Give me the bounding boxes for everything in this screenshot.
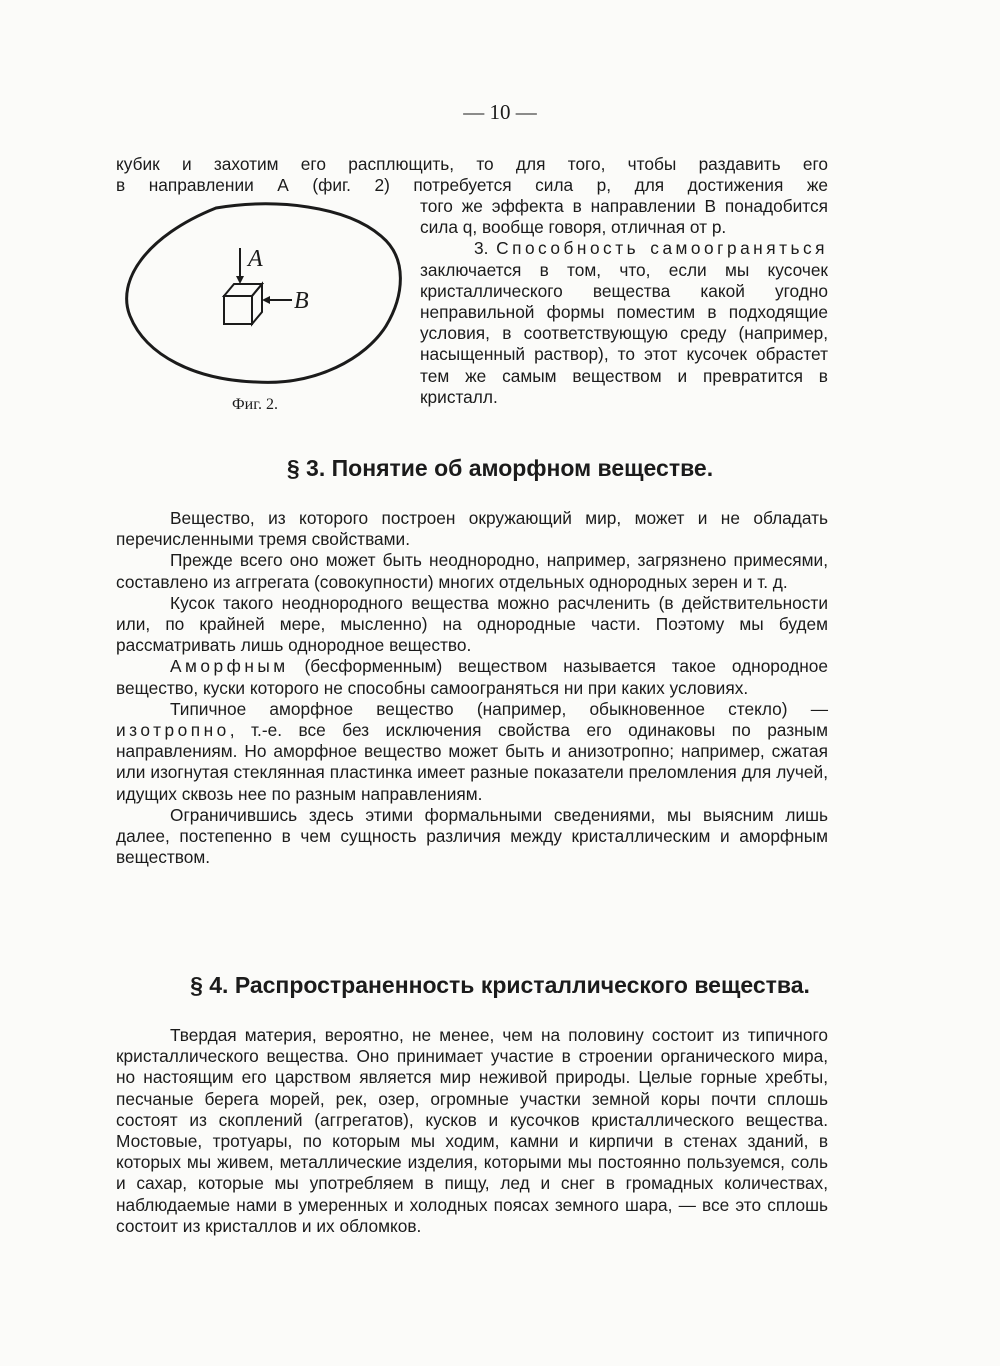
cube-icon (224, 284, 262, 324)
section-3-paragraph: Прежде всего оно может быть неоднородно, например, загрязнено примесями, составлено из аггрегата (совокупности) многих отдельных однородных зерен и т. д. (116, 550, 828, 592)
label-a: А (248, 246, 263, 272)
item-text: заключается в том, что, если мы кусочек кристаллического вещества какой угодно неправильной формы поместим в подходящие условия, в соответствующую среду (например, насыщенный раствор), то этот кусочек обрастет тем же самым веществом и превратится в кристалл. (420, 259, 828, 407)
figure-2 (116, 196, 406, 426)
term-isotropic: изотропно (116, 720, 230, 741)
intro-text (116, 154, 828, 196)
section-3-paragraph: Кусок такого неоднородного вещества можно расчленить (в действительности или, по крайней мере, мысленно) на однородные части. Поэтому мы будем рассматривать лишь однородное вещество. (116, 592, 828, 656)
intro-line-2: в направлении А (фиг. 2) потребуется сила р, для достижения же (116, 175, 828, 196)
intro-line-1: кубик и захотим его расплющить, то для того, чтобы раздавить его (116, 154, 828, 174)
paragraph-text: (бесформенным) веществом называется такое однородное вещество, куски которого не способны самоограняться ни при каких условиях. (116, 656, 828, 698)
crystal-figure-drawing (116, 196, 406, 426)
term-self-faceting: Способность самоограняться (496, 238, 828, 259)
label-b: В (294, 288, 309, 314)
paragraph-text: , т.-е. все без исключения свойства его одинаковы по разным направлениям. Но аморфное вещество может быть и анизотропно; например, сжатая или изогнутая стеклянная пластинка имеет разные показатели преломления для лучей, идущих сквозь нее по разным направлениям. (116, 720, 828, 804)
section-4-paragraph: Твердая материя, вероятно, не менее, чем на половину состоит из типичного кристаллического вещества. Оно принимает участие в строении органического мира, но настоящим его царством является мир неживой природы. Целые горные хребты, песчаные берега морей, рек, озер, огромные участки земной коры почти сплошь состоят из скоплений (аггрегатов), кусков и кусочков кристаллического вещества. Мостовые, тротуары, по которым мы ходим, камни и кирпичи в стенах зданий, в которых мы живем, металлические изделия, которыми мы постоянно пользуемся, соль и сахар, которые мы употребляем в пищу, лед и снег в громадных количествах, наблюдаемые нами в умеренных и холодных поясах земного шара, — все это сплошь состоит из кристаллов и их обломков. (116, 1025, 828, 1236)
section-3-heading: § 3. Понятие об аморфном веществе. (286, 455, 714, 481)
right-col-paragraph-2 (420, 238, 828, 408)
page-number: — 10 — (463, 100, 537, 124)
paragraph-text: Типичное аморфное вещество (например, обыкновенное стекло) — (170, 698, 828, 719)
section-3-body (116, 508, 828, 868)
section-4-body (116, 1025, 828, 1237)
section-3-paragraph: Вещество, из которого построен окружающий мир, может и не обладать перечисленными тремя свойствами. (116, 508, 828, 550)
figure-caption: Фиг. 2. (232, 396, 278, 413)
amorphous-outline (127, 204, 401, 382)
section-3-paragraph (116, 699, 828, 805)
item-number: 3. (474, 238, 497, 259)
section-3-paragraph (116, 656, 828, 698)
right-column-text (420, 196, 828, 408)
section-4-heading: § 4. Распространенность кристаллического вещества. (190, 972, 810, 998)
section-3-paragraph: Ограничившись здесь этими формальными сведениями, мы выясним лишь далее, постепенно в чем сущность различия между кристаллическим и аморфным веществом. (116, 804, 828, 868)
term-amorphous: Аморфным (170, 656, 289, 677)
right-col-paragraph-1: того же эффекта в направлении В понадобится сила q, вообще говоря, отличная от р. (420, 196, 828, 238)
